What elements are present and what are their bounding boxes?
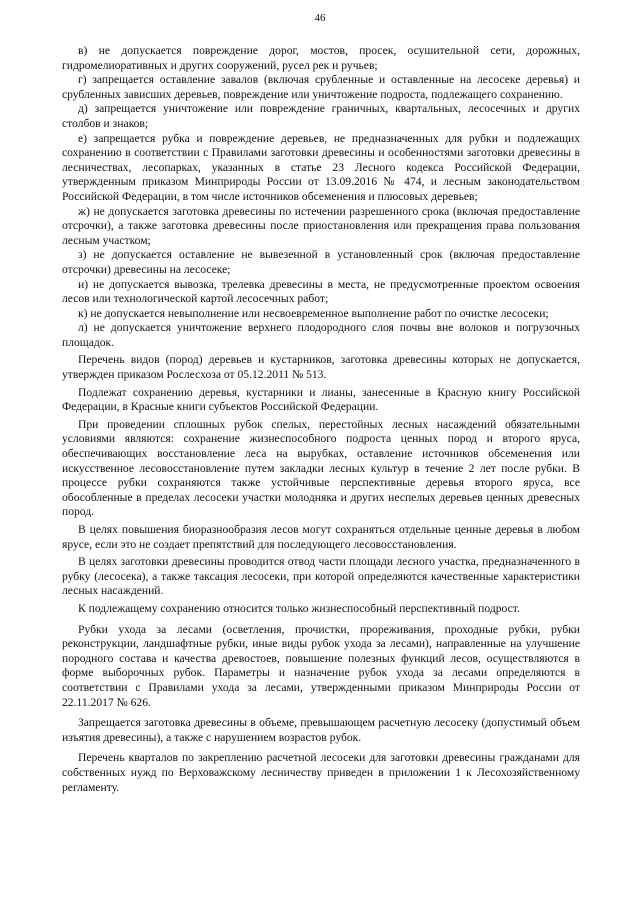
- paragraph-biodiversity: В целях повышения биоразнообразия лесов могут сохраняться отдельные ценные деревья в любом ярусе, если это не создает препятствий для последующего лесовосстановления.: [62, 523, 580, 551]
- paragraph-item-e: е) запрещается рубка и повреждение деревьев, не предназначенных для рубки и подлежащих сохранению в соответствии с Правилами заготовки древесины и особенностями заготовки древесины в лесничествах, лесопарках, указанных в статье 23 Лесного кодекса Российской Федерации, утвержденным приказом Минприроды России от 13.09.2016 № 474, и лесным законодательством Российской Федерации, в том числе источников обсеменения и плюсовых деревьев;: [62, 131, 580, 203]
- paragraph-item-zh: ж) не допускается заготовка древесины по истечении разрешенного срока (включая предоставление отсрочки), а также заготовка древесины после приостановления или прекращения права пользования лесным участком;: [62, 204, 580, 247]
- paragraph-volume-limit: Запрещается заготовка древесины в объеме, превышающем расчетную лесосеку (допустимый объем изъятия древесины), а также с нарушением возрастов рубок.: [62, 716, 580, 744]
- paragraph-item-d: д) запрещается уничтожение или повреждение граничных, квартальных, лесосечных и других столбов и знаков;: [62, 102, 580, 130]
- paragraph-undergrowth: К подлежащему сохранению относится только жизнеспособный перспективный подрост.: [78, 601, 520, 615]
- paragraph-red-book: Подлежат сохранению деревья, кустарники и лианы, занесенные в Красную книгу Российской Федерации, в Красные книги субъектов Российской Федерации.: [62, 385, 580, 414]
- paragraph-quarters-list: Перечень кварталов по закреплению расчетной лесосеки для заготовки древесины гражданами для собственных нужд по Верховажскому лесничеству приведен в приложении 1 к Лесохозяйственному регламенту.: [62, 751, 580, 794]
- paragraph-item-g: г) запрещается оставление завалов (включая срубленные и оставленные на лесосеке деревья) и срубленных зависших деревьев, повреждение или уничтожение подроста, подлежащего сохранению.: [62, 73, 580, 101]
- paragraph-thinning: Рубки ухода за лесами (осветления, прочистки, прореживания, проходные рубки, рубки реконструкции, ландшафтные рубки, иные виды рубок ухода за лесами), направленные на улучшение породного состава и качества древостоев, повышение полезных функций лесов, осуществляются в форме выборочных рубок. Параметры и назначение рубок ухода за лесами определяются в соответствии с Правилами ухода за лесами, утвержденными приказом Минприроды России от 22.11.2017 № 626.: [62, 622, 580, 709]
- document-body: [62, 44, 580, 795]
- paragraph-item-v: в) не допускается повреждение дорог, мостов, просек, осушительной сети, дорожных, гидромелиоративных и других сооружений, русел рек и ручьев;: [62, 44, 580, 72]
- paragraph-item-l: л) не допускается уничтожение верхнего плодородного слоя почвы вне волоков и погрузочных площадок.: [62, 321, 580, 349]
- paragraph-species-list: Перечень видов (пород) деревьев и кустарников, заготовка древесины которых не допускается, утвержден приказом Рослесхоза от 05.12.2011 № 513.: [62, 353, 580, 382]
- paragraph-allocation: В целях заготовки древесины проводится отвод части площади лесного участка, предназначенного в рубку (лесосека), а также таксация лесосеки, при которой определяются качественные характеристики лесных насаждений.: [62, 555, 580, 598]
- paragraph-clear-cutting: При проведении сплошных рубок спелых, перестойных лесных насаждений обязательными условиями являются: сохранение жизнеспособного подроста ценных пород и второго яруса, обеспечивающих восстановление леса на вырубках, оставление источников обсеменения или искусственное лесовосстановление путем закладки лесных культур в течение 2 лет после рубки. В процессе рубки сохраняются также устойчивые перспективные деревья второго яруса, все обособленные в пределах лесосеки участки молодняка и других неспелых деревьев ценных древесных пород.: [62, 417, 580, 519]
- paragraph-item-k: к) не допускается невыполнение или несвоевременное выполнение работ по очистке лесосеки;: [78, 306, 549, 320]
- paragraph-item-i: и) не допускается вывозка, трелевка древесины в места, не предусмотренные проектом освоения лесов или технологической картой лесосечных работ;: [62, 277, 580, 306]
- page-number: 46: [314, 12, 326, 24]
- paragraph-item-z: з) не допускается оставление не вывезенной в установленный срок (включая предоставление отсрочки) древесины на лесосеке;: [62, 248, 580, 276]
